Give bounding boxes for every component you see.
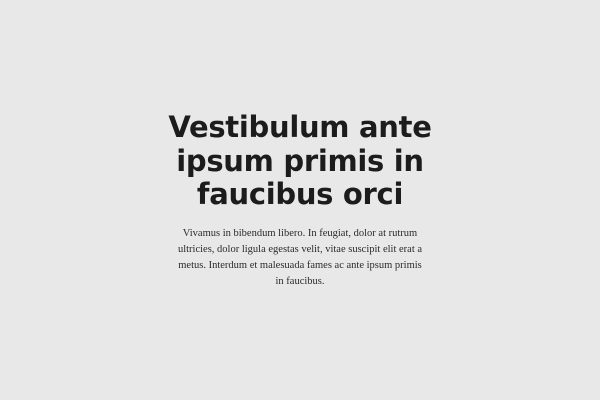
body-paragraph: Vivamus in bibendum libero. In feugiat, dolor at rutrum ultricies, dolor ligula egestas velit, vitae suscipit elit erat a metus. Interdum et malesuada fames ac ante ipsum primis in faucibus. — [177, 228, 423, 287]
page-title: Vestibulum ante ipsum primis in faucibus orci — [168, 109, 432, 212]
